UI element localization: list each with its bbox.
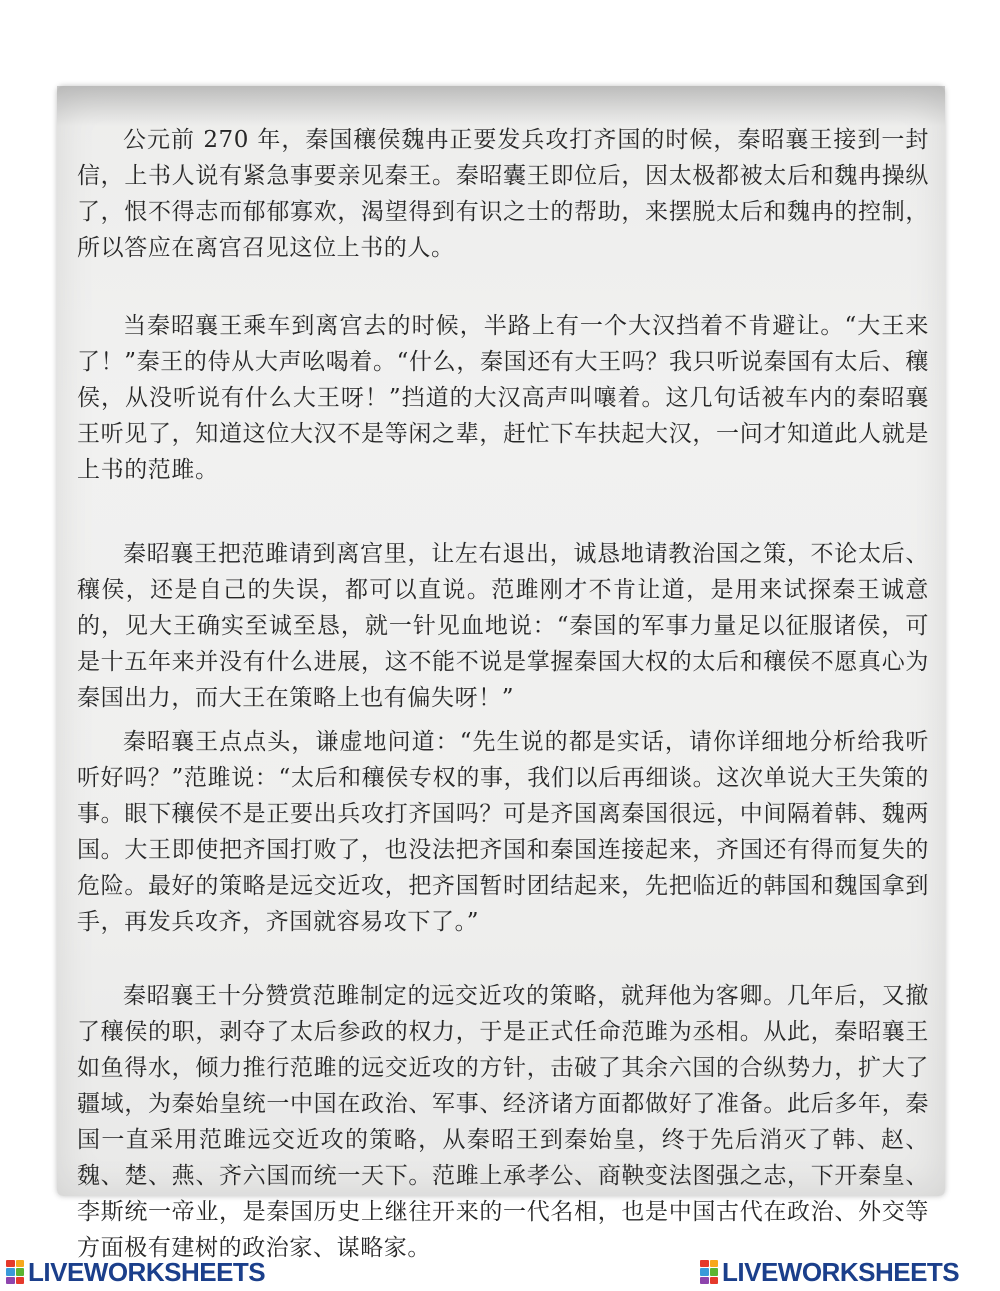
liveworksheets-logo-icon [700,1260,718,1284]
footer-brand-left[interactable] [6,1257,265,1287]
paragraph-1: 公元前 270 年，秦国穰侯魏冉正要发兵攻打齐国的时候，秦昭襄王接到一封信，上书人说有紧急事要亲见秦王。秦昭囊王即位后，因太极都被太后和魏冉操纵了，恨不得志而郁郁寡欢，渴望得到有识之士的帮助，来摆脱太后和魏冉的控制，所以答应在离宫召见这位上书的人。 [77,127,929,261]
paragraph-2: 当秦昭襄王乘车到离宫去的时候，半路上有一个大汉挡着不肯避让。“大王来了！”秦王的侍从大声吆喝着。“什么，秦国还有大王吗？我只听说秦国有太后、穰侯，从没听说有什么大王呀！”挡道的大汉高声叫嚷着。这几句话被车内的秦昭襄王听见了，知道这位大汉不是等闲之辈，赶忙下车扶起大汉，一问才知道此人就是上书的范雎。 [77,313,929,483]
liveworksheets-logo-icon [6,1260,24,1284]
paragraph-5: 秦昭襄王十分赞赏范雎制定的远交近攻的策略，就拜他为客卿。几年后，又撤了穰侯的职，剥夺了太后参政的权力，于是正式任命范雎为丞相。从此，秦昭襄王如鱼得水，倾力推行范雎的远交近攻的方针，击破了其余六国的合纵势力，扩大了疆域，为秦始皇统一中国在政治、军事、经济诸方面都做好了准备。此后多年，秦国一直采用范雎远交近攻的策略，从秦昭王到秦始皇，终于先后消灭了韩、赵、魏、楚、燕、齐六国而统一天下。范雎上承孝公、商鞅变法图强之志，下开秦皇、李斯统一帝业，是秦国历史上继往开来的一代名相，也是中国古代在政治、外交等方面极有建树的政治家、谋略家。 [77,983,929,1261]
scanned-page [57,86,945,1261]
paragraph-3: 秦昭襄王把范雎请到离宫里，让左右退出，诚恳地请教治国之策，不论太后、穰侯，还是自己的失误，都可以直说。范雎刚才不肯让道，是用来试探秦王诚意的，见大王确实至诚至恳，就一针见血地说：“秦国的军事力量足以征服诸侯，可是十五年来并没有什么进展，这不能不说是掌握秦国大权的太后和穰侯不愿真心为秦国出力，而大王在策略上也有偏失呀！” [77,541,929,711]
brand-name: LIVEWORKSHEETS [722,1256,960,1287]
paragraph-4: 秦昭襄王点点头，谦虚地问道：“先生说的都是实话，请你详细地分析给我听听好吗？”范雎说：“太后和穰侯专权的事，我们以后再细谈。这次单说大王失策的事。眼下穰侯不是正要出兵攻打齐国吗？可是齐国离秦国很远，中间隔着韩、魏两国。大王即使把齐国打败了，也没法把齐国和秦国连接起来，齐国还有得而复失的危险。最好的策略是远交近攻，把齐国暂时团结起来，先把临近的韩国和魏国拿到手，再发兵攻齐，齐国就容易攻下了。” [77,729,929,935]
brand-name: LIVEWORKSHEETS [28,1256,266,1287]
footer-brand-right[interactable] [700,1257,959,1287]
